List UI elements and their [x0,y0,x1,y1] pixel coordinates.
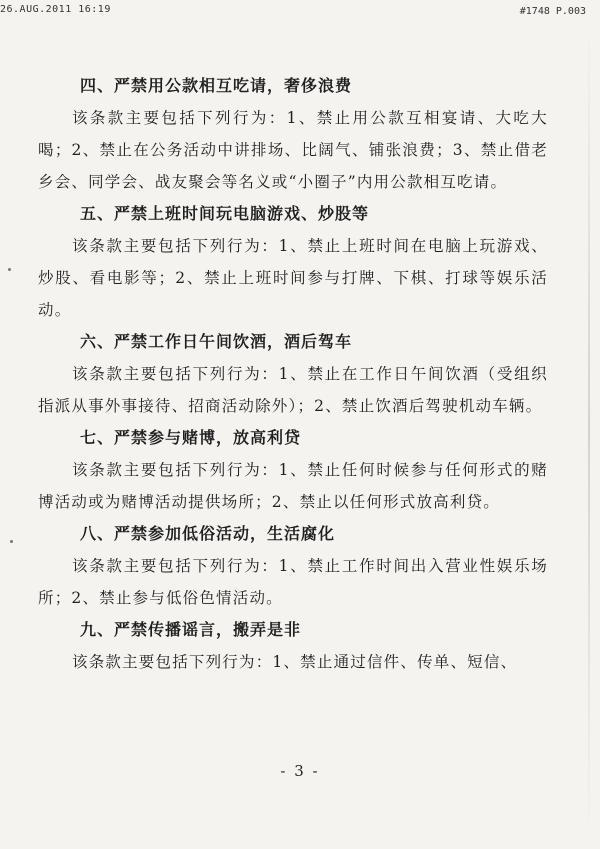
scan-speck [8,268,11,271]
section-heading: 五、严禁上班时间玩电脑游戏、炒股等 [80,204,370,223]
fax-timestamp: 26.AUG.2011 16:19 [0,4,111,15]
section-heading: 六、严禁工作日午间饮酒，酒后驾车 [80,332,353,351]
section-heading: 九、严禁传播谣言，搬弄是非 [80,620,302,639]
section-6 [38,326,548,422]
section-paragraph: 该条款主要包括下列行为：1、禁止任何时候参与任何形式的赌博活动或为赌博活动提供场所；2、禁止以任何形式放高利贷。 [38,461,548,511]
section-heading: 四、严禁用公款相互吃请，奢侈浪费 [80,76,353,95]
section-paragraph: 该条款主要包括下列行为：1、禁止在工作日午间饮酒（受组织指派从事外事接待、招商活动除外）；2、禁止饮酒后驾驶机动车辆。 [38,365,548,415]
fax-page-id: #1748 P.003 [519,6,586,17]
section-paragraph: 该条款主要包括下列行为：1、禁止通过信件、传单、短信、 [72,653,518,671]
scan-speck [10,540,13,543]
document-body [38,70,548,678]
section-4 [38,70,548,198]
page-number: - 3 - [280,762,320,780]
section-heading: 八、严禁参加低俗活动，生活腐化 [80,524,336,543]
section-7 [38,422,548,518]
section-paragraph: 该条款主要包括下列行为：1、禁止用公款互相宴请、大吃大喝；2、禁止在公务活动中讲排场、比阔气、铺张浪费；3、禁止借老乡会、同学会、战友聚会等名义或“小圈子”内用公款相互吃请。 [38,109,548,191]
section-heading: 七、严禁参与赌博，放高利贷 [80,428,302,447]
section-paragraph: 该条款主要包括下列行为：1、禁止上班时间在电脑上玩游戏、炒股、看电影等；2、禁止上班时间参与打牌、下棋、打球等娱乐活动。 [38,237,548,319]
scan-edge-shadow [588,20,590,840]
section-9 [38,614,548,678]
section-paragraph: 该条款主要包括下列行为：1、禁止工作时间出入营业性娱乐场所；2、禁止参与低俗色情活动。 [38,557,548,607]
section-5 [38,198,548,326]
section-8 [38,518,548,614]
